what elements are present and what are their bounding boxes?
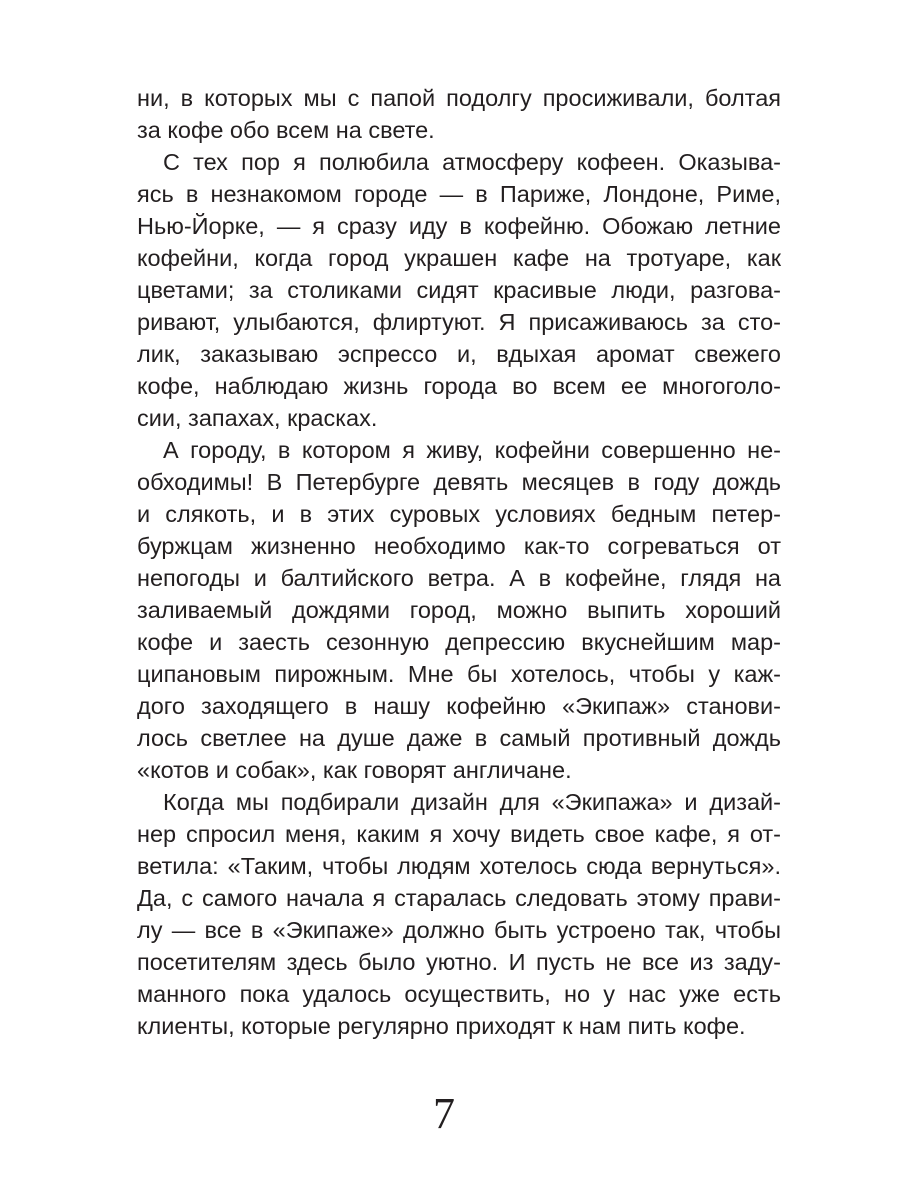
text-line: за кофе обо всем на свете. [137, 117, 435, 143]
text-line: ципановым пирожным. Мне бы хотелось, чтобы у каж- [137, 661, 781, 687]
text-line: Нью-Йорке, — я сразу иду в кофейню. Обожаю летние [137, 213, 781, 239]
text-line: сии, запахах, красках. [137, 405, 378, 431]
text-line: кофейни, когда город украшен кафе на тротуаре, как [137, 245, 781, 271]
text-line: посетителям здесь было уютно. И пусть не все из заду- [137, 949, 781, 975]
text-line: А городу, в котором я живу, кофейни совершенно не- [163, 437, 781, 463]
body-text [137, 82, 781, 1042]
text-line: дого заходящего в нашу кофейню «Экипаж» станови- [137, 693, 781, 719]
text-line: лик, заказываю эспрессо и, вдыхая аромат свежего [137, 341, 781, 367]
paragraph [137, 82, 781, 146]
text-line: и слякоть, и в этих суровых условиях бедным петер- [137, 501, 781, 527]
text-line: ни, в которых мы с папой подолгу просиживали, болтая [137, 85, 781, 111]
paragraph [137, 146, 781, 434]
text-line: манного пока удалось осуществить, но у нас уже есть [137, 981, 781, 1007]
text-line: кофе, наблюдаю жизнь города во всем ее многоголо- [137, 373, 781, 399]
text-line: цветами; за столиками сидят красивые люди, разгова- [137, 277, 781, 303]
text-line: С тех пор я полюбила атмосферу кофеен. Оказыва- [163, 149, 781, 175]
text-line: нер спросил меня, каким я хочу видеть свое кафе, я от- [137, 821, 781, 847]
text-line: ветила: «Таким, чтобы людям хотелось сюда вернуться». [137, 853, 781, 879]
text-line: Да, с самого начала я старалась следовать этому прави- [137, 885, 781, 911]
text-line: лу — все в «Экипаже» должно быть устроено так, чтобы [137, 917, 781, 943]
text-line: буржцам жизненно необходимо как-то согреваться от [137, 533, 781, 559]
page-number: 7 [433, 1089, 455, 1138]
text-line: кофе и заесть сезонную депрессию вкуснейшим мар- [137, 629, 781, 655]
text-line: клиенты, которые регулярно приходят к нам пить кофе. [137, 1013, 746, 1039]
text-line: заливаемый дождями город, можно выпить хороший [137, 597, 781, 623]
text-line: непогоды и балтийского ветра. А в кофейне, глядя на [137, 565, 781, 591]
text-line: лось светлее на душе даже в самый противный дождь [137, 725, 781, 751]
text-line: ривают, улыбаются, флиртуют. Я присаживаюсь за сто- [137, 309, 781, 335]
text-line: ясь в незнакомом городе — в Париже, Лондоне, Риме, [137, 181, 781, 207]
paragraph [137, 434, 781, 786]
text-line: обходимы! В Петербурге девять месяцев в году дождь [137, 469, 781, 495]
text-line: «котов и собак», как говорят англичане. [137, 757, 572, 783]
text-line: Когда мы подбирали дизайн для «Экипажа» и дизай- [163, 789, 781, 815]
paragraph [137, 786, 781, 1042]
